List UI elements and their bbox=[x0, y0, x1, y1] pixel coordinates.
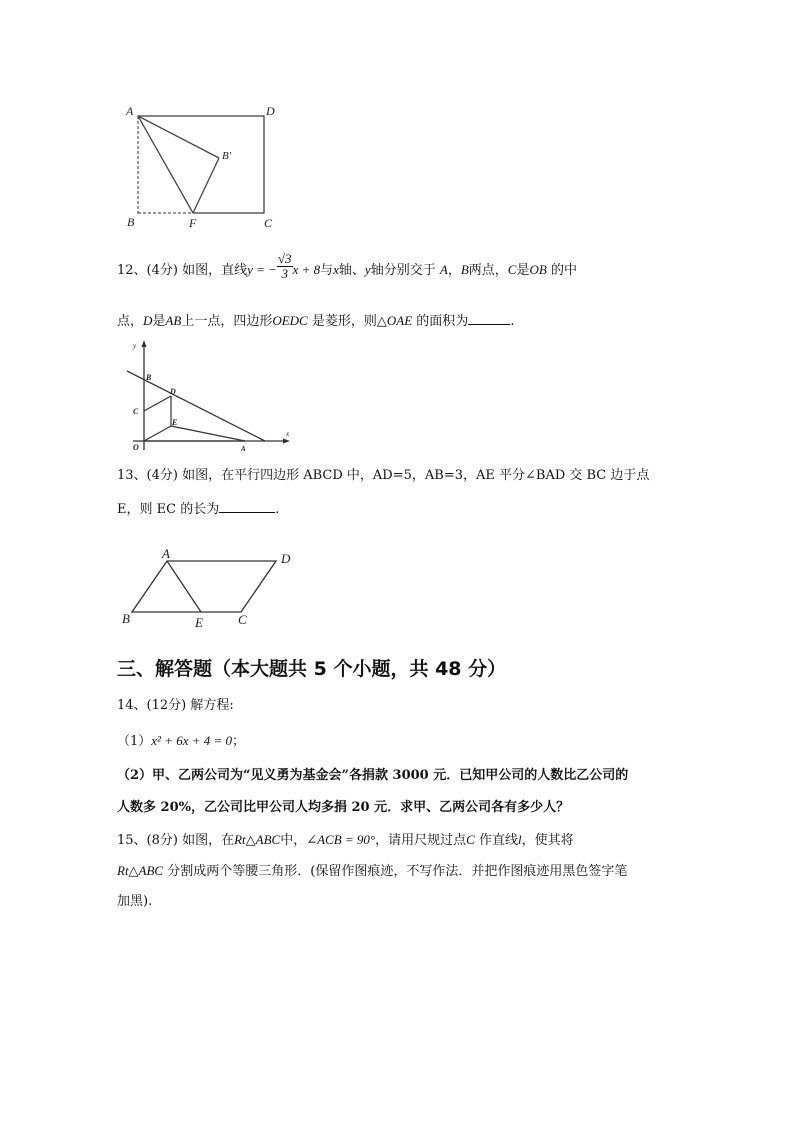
q12-l2b: 是 bbox=[152, 314, 166, 329]
q12-prefix: 12、(4分) 如图，直线 bbox=[117, 263, 248, 278]
q15-l2: 分割成两个等腰三角形．(保留作图痕迹，不写作法．并把作图痕迹用黑色签字笔 bbox=[167, 864, 628, 879]
q15-rt1: Rt△ABC bbox=[234, 832, 281, 847]
q14-p1-eq: x² + 6x + 4 = 0 bbox=[151, 733, 233, 748]
q12-line2 bbox=[117, 311, 514, 331]
label-A: A bbox=[241, 445, 246, 453]
rect-outline bbox=[138, 116, 264, 213]
q15-l: l bbox=[517, 832, 522, 847]
label-D: D bbox=[170, 387, 176, 396]
label-C: C bbox=[238, 612, 247, 627]
q15-angle: ∠ACB = 90° bbox=[306, 832, 376, 847]
q14-part1 bbox=[117, 732, 245, 751]
segment-CD bbox=[144, 396, 171, 411]
axis-label-y: y bbox=[133, 342, 137, 350]
label-A: A bbox=[162, 546, 170, 561]
q15-rt2: Rt△ABC bbox=[117, 863, 164, 878]
q12-t2: 轴、 bbox=[338, 263, 365, 278]
q14-part2-line1: （2）甲、乙两公司为“见义勇为基金会”各捐款 3000 元．已知甲公司的人数比乙公司的 bbox=[117, 768, 629, 783]
q12-OB: OB bbox=[529, 262, 547, 277]
label-E: E bbox=[195, 615, 203, 630]
q13-l2a: E，则 EC 的长为 bbox=[117, 502, 220, 517]
q15-line3: 加黑). bbox=[117, 894, 153, 909]
label-C: C bbox=[133, 407, 139, 416]
q13-line1: 13、(4分) 如图，在平行四边形 ABCD 中，AD=5，AB=3，AE 平分∠BAD 交 BC 边于点 bbox=[117, 468, 650, 483]
q12-l2c: 上一点，四边形 bbox=[181, 314, 273, 329]
q12-l2e: 的面积为 bbox=[416, 314, 469, 329]
q14-p1-end: ； bbox=[232, 734, 246, 749]
q12-fraction bbox=[277, 252, 293, 281]
q14-p1-label: （1） bbox=[117, 734, 152, 749]
label-D: D bbox=[281, 551, 291, 566]
label-B-prime: B' bbox=[222, 150, 232, 162]
q12-t3: 轴分别交于 bbox=[370, 263, 436, 278]
q12-B: B bbox=[460, 262, 469, 277]
label-D: D bbox=[266, 104, 275, 118]
q13-answer-blank[interactable] bbox=[219, 499, 275, 513]
q12-t4: 两点， bbox=[468, 263, 508, 278]
q13-end: . bbox=[275, 502, 280, 517]
q12-frac-den: 3 bbox=[281, 266, 288, 281]
label-E: E bbox=[172, 418, 178, 427]
parallelogram-figure bbox=[118, 544, 298, 634]
q12-l2d: 是菱形，则 bbox=[311, 314, 377, 329]
q12-end: . bbox=[510, 314, 515, 329]
label-A: A bbox=[126, 104, 134, 118]
q13-line2 bbox=[117, 499, 279, 519]
q12-t6: 的中 bbox=[550, 263, 577, 278]
q12-frac-num: √3 bbox=[277, 251, 292, 266]
q12-x-part: x + 8 bbox=[292, 262, 321, 277]
segment-B-prime-F bbox=[193, 158, 219, 213]
q15-line1 bbox=[117, 831, 574, 850]
q15-l1d: 作直线 bbox=[478, 833, 518, 848]
q15-C: C bbox=[466, 832, 475, 847]
segment-AE bbox=[167, 561, 201, 612]
q12-OEDC: OEDC bbox=[272, 313, 308, 328]
q12-l2a: 点， bbox=[117, 314, 144, 329]
q12-AB: AB bbox=[165, 313, 182, 328]
label-B: B bbox=[122, 611, 130, 626]
segment-OE bbox=[144, 426, 171, 441]
q14-line: 14、(12分) 解方程: bbox=[117, 698, 234, 713]
rectangle-fold-figure bbox=[118, 98, 288, 234]
q15-l1a: 15、(8分) 如图，在 bbox=[117, 833, 235, 848]
q12-t5: 是 bbox=[516, 263, 530, 278]
label-B: B bbox=[146, 373, 152, 382]
q15-l1b: 中， bbox=[280, 833, 307, 848]
parallelogram-ABCD bbox=[132, 561, 276, 612]
q12-C: C bbox=[507, 262, 517, 277]
q12-t1: 与 bbox=[320, 263, 334, 278]
axis-label-x: x bbox=[286, 430, 290, 438]
q15-l1e: ，使其将 bbox=[521, 833, 574, 848]
q12-A: A bbox=[439, 262, 448, 277]
q12-tri-OAE: △OAE bbox=[376, 313, 413, 328]
label-F: F bbox=[189, 216, 197, 230]
q12-x: x bbox=[333, 262, 339, 277]
section-title: 三、解答题（本大题共 5 个小题，共 48 分） bbox=[117, 658, 507, 680]
q12-answer-blank[interactable] bbox=[468, 311, 510, 325]
q12-sep1: ， bbox=[447, 263, 461, 278]
q12-y: y bbox=[364, 262, 371, 277]
label-B: B bbox=[127, 215, 135, 229]
q12-y-eq: y = − bbox=[247, 262, 277, 277]
q14-part2-line2: 人数多 20%，乙公司比甲公司人均多捐 20 元．求甲、乙两公司各有多少人？ bbox=[117, 800, 570, 815]
y-axis-arrow bbox=[142, 340, 147, 347]
label-O: O bbox=[133, 443, 139, 452]
q15-line2 bbox=[117, 862, 627, 881]
axes-rhombus-figure bbox=[125, 338, 295, 460]
x-axis-arrow bbox=[283, 439, 290, 444]
segment-EA bbox=[171, 426, 245, 441]
q15-l1c: ，请用尺规过点 bbox=[375, 833, 467, 848]
q12-line1 bbox=[117, 251, 577, 285]
q12-D: D bbox=[143, 313, 153, 328]
label-C: C bbox=[264, 216, 273, 230]
